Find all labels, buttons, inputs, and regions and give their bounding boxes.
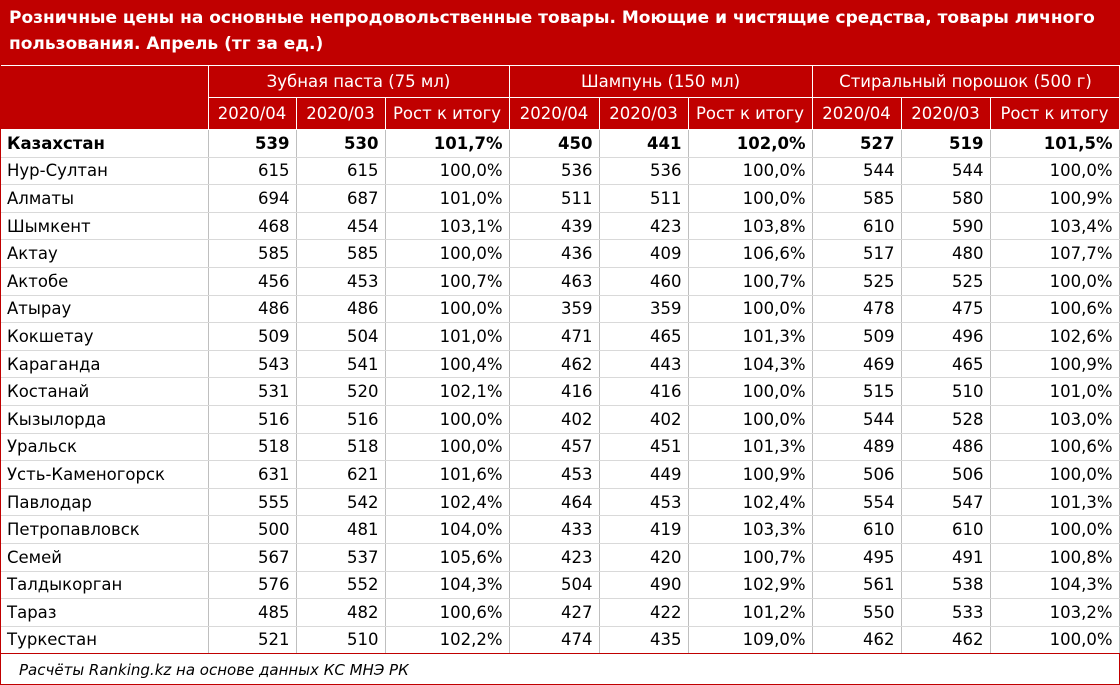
value-cell: 547: [901, 488, 990, 516]
value-cell: 538: [901, 571, 990, 599]
value-cell: 475: [901, 295, 990, 323]
table-row: [1, 240, 1119, 268]
region-name-cell: Костанай: [1, 378, 208, 406]
value-cell: 517: [812, 240, 901, 268]
value-cell: 453: [509, 461, 599, 489]
value-cell: 506: [812, 461, 901, 489]
region-name-cell: Кокшетау: [1, 323, 208, 351]
value-cell: 465: [901, 350, 990, 378]
value-cell: 527: [812, 130, 901, 158]
value-cell: 101,5%: [990, 130, 1119, 158]
value-cell: 100,0%: [385, 405, 509, 433]
col-header-current: 2020/04: [509, 98, 599, 130]
value-cell: 449: [599, 461, 688, 489]
col-header-growth: Рост к итогу: [385, 98, 509, 130]
value-cell: 441: [599, 130, 688, 158]
value-cell: 450: [509, 130, 599, 158]
group-header-toothpaste: Зубная паста (75 мл): [208, 66, 509, 98]
col-header-previous: 2020/03: [901, 98, 990, 130]
table-row: [1, 323, 1119, 351]
value-cell: 101,3%: [688, 323, 812, 351]
value-cell: 465: [599, 323, 688, 351]
value-cell: 102,2%: [385, 626, 509, 654]
value-cell: 518: [296, 433, 385, 461]
value-cell: 101,3%: [688, 433, 812, 461]
value-cell: 100,0%: [688, 157, 812, 185]
table-row: [1, 267, 1119, 295]
value-cell: 100,9%: [990, 185, 1119, 213]
table-row: [1, 599, 1119, 627]
value-cell: 423: [599, 212, 688, 240]
table-row: [1, 626, 1119, 654]
value-cell: 462: [509, 350, 599, 378]
region-name-cell: Атырау: [1, 295, 208, 323]
value-cell: 463: [509, 267, 599, 295]
region-name-cell: Петропавловск: [1, 516, 208, 544]
value-cell: 103,0%: [990, 405, 1119, 433]
table-row: [1, 378, 1119, 406]
value-cell: 516: [296, 405, 385, 433]
value-cell: 590: [901, 212, 990, 240]
table-row: [1, 543, 1119, 571]
value-cell: 100,0%: [688, 405, 812, 433]
region-name-cell: Шымкент: [1, 212, 208, 240]
value-cell: 453: [599, 488, 688, 516]
region-name-cell: Семей: [1, 543, 208, 571]
value-cell: 433: [509, 516, 599, 544]
value-cell: 537: [296, 543, 385, 571]
value-cell: 456: [208, 267, 296, 295]
value-cell: 478: [812, 295, 901, 323]
value-cell: 518: [208, 433, 296, 461]
value-cell: 468: [208, 212, 296, 240]
region-name-cell: Актау: [1, 240, 208, 268]
value-cell: 486: [296, 295, 385, 323]
value-cell: 511: [509, 185, 599, 213]
value-cell: 100,7%: [385, 267, 509, 295]
table-row: [1, 433, 1119, 461]
value-cell: 100,8%: [990, 543, 1119, 571]
value-cell: 521: [208, 626, 296, 654]
value-cell: 359: [599, 295, 688, 323]
corner-cell: [1, 66, 208, 130]
value-cell: 536: [509, 157, 599, 185]
value-cell: 101,3%: [990, 488, 1119, 516]
value-cell: 543: [208, 350, 296, 378]
value-cell: 509: [812, 323, 901, 351]
value-cell: 515: [812, 378, 901, 406]
value-cell: 100,0%: [385, 157, 509, 185]
table-row: [1, 295, 1119, 323]
value-cell: 103,8%: [688, 212, 812, 240]
value-cell: 101,7%: [385, 130, 509, 158]
value-cell: 504: [509, 571, 599, 599]
group-header-row: [1, 66, 1119, 98]
value-cell: 443: [599, 350, 688, 378]
value-cell: 544: [901, 157, 990, 185]
col-header-previous: 2020/03: [599, 98, 688, 130]
value-cell: 474: [509, 626, 599, 654]
value-cell: 561: [812, 571, 901, 599]
value-cell: 460: [599, 267, 688, 295]
value-cell: 100,0%: [990, 516, 1119, 544]
value-cell: 102,4%: [688, 488, 812, 516]
value-cell: 100,0%: [990, 626, 1119, 654]
region-name-cell: Караганда: [1, 350, 208, 378]
table-row: [1, 516, 1119, 544]
value-cell: 525: [812, 267, 901, 295]
value-cell: 436: [509, 240, 599, 268]
value-cell: 100,7%: [688, 543, 812, 571]
col-header-current: 2020/04: [208, 98, 296, 130]
value-cell: 100,0%: [990, 461, 1119, 489]
value-cell: 486: [901, 433, 990, 461]
value-cell: 585: [812, 185, 901, 213]
value-cell: 694: [208, 185, 296, 213]
value-cell: 102,6%: [990, 323, 1119, 351]
value-cell: 451: [599, 433, 688, 461]
value-cell: 544: [812, 157, 901, 185]
table-row: [1, 405, 1119, 433]
value-cell: 615: [208, 157, 296, 185]
value-cell: 687: [296, 185, 385, 213]
value-cell: 541: [296, 350, 385, 378]
value-cell: 530: [296, 130, 385, 158]
value-cell: 416: [509, 378, 599, 406]
value-cell: 539: [208, 130, 296, 158]
value-cell: 100,0%: [990, 267, 1119, 295]
value-cell: 101,2%: [688, 599, 812, 627]
region-name-cell: Актобе: [1, 267, 208, 295]
value-cell: 103,3%: [688, 516, 812, 544]
value-cell: 510: [296, 626, 385, 654]
value-cell: 533: [901, 599, 990, 627]
value-cell: 100,4%: [385, 350, 509, 378]
region-name-cell: Павлодар: [1, 488, 208, 516]
value-cell: 100,0%: [688, 378, 812, 406]
table-row: [1, 571, 1119, 599]
value-cell: 504: [296, 323, 385, 351]
value-cell: 100,0%: [688, 185, 812, 213]
value-cell: 610: [812, 516, 901, 544]
value-cell: 516: [208, 405, 296, 433]
group-header-detergent: Стиральный порошок (500 г): [812, 66, 1119, 98]
value-cell: 402: [509, 405, 599, 433]
value-cell: 101,6%: [385, 461, 509, 489]
value-cell: 462: [901, 626, 990, 654]
value-cell: 631: [208, 461, 296, 489]
table-row: [1, 212, 1119, 240]
table-title: Розничные цены на основные непродовольственные товары. Моющие и чистящие средства, товары личного пользования. Апрель (тг за ед.): [1, 1, 1119, 65]
value-cell: 102,0%: [688, 130, 812, 158]
value-cell: 435: [599, 626, 688, 654]
value-cell: 100,9%: [990, 350, 1119, 378]
value-cell: 528: [901, 405, 990, 433]
value-cell: 103,2%: [990, 599, 1119, 627]
value-cell: 423: [509, 543, 599, 571]
value-cell: 104,3%: [990, 571, 1119, 599]
value-cell: 544: [812, 405, 901, 433]
value-cell: 511: [599, 185, 688, 213]
region-name-cell: Казахстан: [1, 130, 208, 158]
value-cell: 576: [208, 571, 296, 599]
region-name-cell: Кызылорда: [1, 405, 208, 433]
value-cell: 101,0%: [385, 323, 509, 351]
value-cell: 486: [208, 295, 296, 323]
value-cell: 536: [599, 157, 688, 185]
value-cell: 100,6%: [385, 599, 509, 627]
value-cell: 489: [812, 433, 901, 461]
value-cell: 103,4%: [990, 212, 1119, 240]
value-cell: 491: [901, 543, 990, 571]
value-cell: 610: [812, 212, 901, 240]
value-cell: 610: [901, 516, 990, 544]
region-name-cell: Тараз: [1, 599, 208, 627]
value-cell: 542: [296, 488, 385, 516]
value-cell: 509: [208, 323, 296, 351]
value-cell: 615: [296, 157, 385, 185]
value-cell: 490: [599, 571, 688, 599]
value-cell: 402: [599, 405, 688, 433]
value-cell: 100,0%: [990, 157, 1119, 185]
value-cell: 552: [296, 571, 385, 599]
value-cell: 471: [509, 323, 599, 351]
value-cell: 525: [901, 267, 990, 295]
value-cell: 100,7%: [688, 267, 812, 295]
value-cell: 102,9%: [688, 571, 812, 599]
table-row: [1, 350, 1119, 378]
value-cell: 416: [599, 378, 688, 406]
value-cell: 555: [208, 488, 296, 516]
region-name-cell: Усть-Каменогорск: [1, 461, 208, 489]
group-header-shampoo: Шампунь (150 мл): [509, 66, 812, 98]
table-row: [1, 488, 1119, 516]
value-cell: 439: [509, 212, 599, 240]
value-cell: 495: [812, 543, 901, 571]
value-cell: 419: [599, 516, 688, 544]
value-cell: 500: [208, 516, 296, 544]
value-cell: 100,0%: [385, 433, 509, 461]
value-cell: 453: [296, 267, 385, 295]
value-cell: 420: [599, 543, 688, 571]
value-cell: 485: [208, 599, 296, 627]
value-cell: 496: [901, 323, 990, 351]
table-body: [1, 130, 1119, 654]
region-name-cell: Уральск: [1, 433, 208, 461]
value-cell: 100,6%: [990, 433, 1119, 461]
region-name-cell: Алматы: [1, 185, 208, 213]
value-cell: 104,3%: [688, 350, 812, 378]
value-cell: 554: [812, 488, 901, 516]
table-row: [1, 461, 1119, 489]
value-cell: 104,0%: [385, 516, 509, 544]
value-cell: 519: [901, 130, 990, 158]
col-header-current: 2020/04: [812, 98, 901, 130]
col-header-growth: Рост к итогу: [990, 98, 1119, 130]
value-cell: 469: [812, 350, 901, 378]
value-cell: 359: [509, 295, 599, 323]
source-note: Расчёты Ranking.kz на основе данных КС МНЭ РК: [19, 661, 409, 679]
value-cell: 520: [296, 378, 385, 406]
value-cell: 104,3%: [385, 571, 509, 599]
value-cell: 427: [509, 599, 599, 627]
value-cell: 585: [296, 240, 385, 268]
value-cell: 100,9%: [688, 461, 812, 489]
table-row: [1, 185, 1119, 213]
value-cell: 100,0%: [385, 295, 509, 323]
value-cell: 506: [901, 461, 990, 489]
value-cell: 100,0%: [385, 240, 509, 268]
region-name-cell: Талдыкорган: [1, 571, 208, 599]
value-cell: 550: [812, 599, 901, 627]
value-cell: 102,4%: [385, 488, 509, 516]
value-cell: 480: [901, 240, 990, 268]
value-cell: 103,1%: [385, 212, 509, 240]
value-cell: 481: [296, 516, 385, 544]
value-cell: 100,0%: [688, 295, 812, 323]
value-cell: 422: [599, 599, 688, 627]
value-cell: 109,0%: [688, 626, 812, 654]
value-cell: 462: [812, 626, 901, 654]
region-name-cell: Нур-Султан: [1, 157, 208, 185]
value-cell: 101,0%: [385, 185, 509, 213]
value-cell: 621: [296, 461, 385, 489]
value-cell: 510: [901, 378, 990, 406]
value-cell: 482: [296, 599, 385, 627]
value-cell: 102,1%: [385, 378, 509, 406]
col-header-previous: 2020/03: [296, 98, 385, 130]
value-cell: 105,6%: [385, 543, 509, 571]
value-cell: 567: [208, 543, 296, 571]
col-header-growth: Рост к итогу: [688, 98, 812, 130]
value-cell: 106,6%: [688, 240, 812, 268]
table-row: [1, 130, 1119, 158]
region-name-cell: Туркестан: [1, 626, 208, 654]
price-table: [1, 65, 1120, 654]
table-row: [1, 157, 1119, 185]
value-cell: 100,6%: [990, 295, 1119, 323]
value-cell: 107,7%: [990, 240, 1119, 268]
value-cell: 464: [509, 488, 599, 516]
value-cell: 457: [509, 433, 599, 461]
value-cell: 580: [901, 185, 990, 213]
value-cell: 585: [208, 240, 296, 268]
value-cell: 531: [208, 378, 296, 406]
value-cell: 454: [296, 212, 385, 240]
value-cell: 101,0%: [990, 378, 1119, 406]
value-cell: 409: [599, 240, 688, 268]
